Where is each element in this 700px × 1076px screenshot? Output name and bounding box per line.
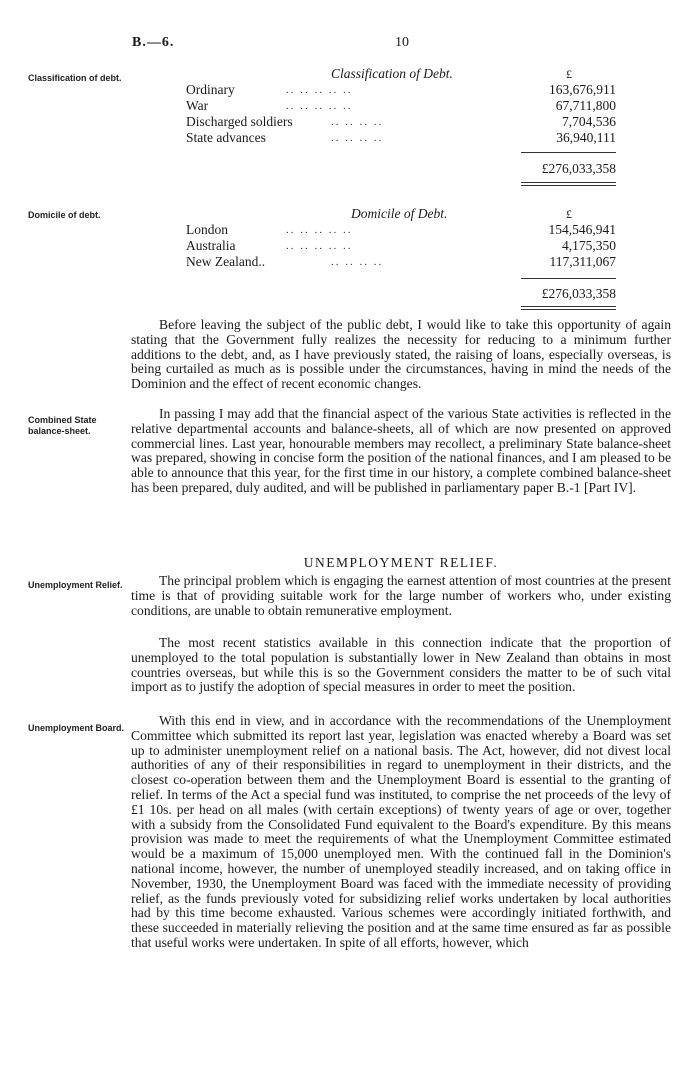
- margin-note-combined: Combined State balance-sheet.: [28, 415, 97, 436]
- classification-currency: £: [566, 67, 572, 81]
- paragraph-public-debt: Before leaving the subject of the public debt, I would like to take this opportunity of again stating that the Government fully realizes the necessity for reducing to a minimum further additions to the debt, and, as I have previously stated, the raising of loans, especially overseas, is being curtailed as much as is possible under the circumstances, having in mind the needs of the Dominion and the effect of recent economic changes.: [131, 317, 671, 392]
- domicile-currency: £: [566, 207, 572, 221]
- paper-reference: B.—6.: [132, 35, 175, 50]
- row-leader: .. .. .. .. ..: [286, 100, 353, 112]
- row-label: Australia: [186, 238, 236, 253]
- subtotal-rule: [521, 152, 616, 153]
- paragraph-unemployment-board: With this end in view, and in accordance with the recommendations of the Unemployment Committee which submitted its report last year, legislation was enacted whereby a Board was set up to administer unemployment relief on a national basis. The Act, however, did not divest local authorities of any of their responsibilities in regard to unemployment in their districts, and the closest co-operation between them and the Unemployment Board is essential to the granting of relief. In terms of the Act a special fund was instituted, to comprise the net proceeds of the levy of £1 10s. per head on all males (with certain exceptions) of twenty years of age or over, together with a subsidy from the Consolidated Fund equivalent to the Board's expenditure. By this means provision was made to meet the requirements of what the Unemployment Committee estimated would be a maximum of 15,000 unemployed men. With the continued fall in the Dominion's national income, however, the number of unemployed steadily increased, and on taking office in November, 1930, the Unemployment Board was faced with the immediate necessity of providing relief, as the funds previously voted for subsidizing relief works undertaken by local authorities had by this time become exhausted. Various schemes were accordingly initiated forthwith, and these succeeded in materially relieving the position and at the same time ensured as far as possible that useful works were undertaken. In spite of all efforts, however, which: [131, 713, 671, 950]
- table-row: [186, 254, 616, 270]
- total-double-rule: [521, 185, 616, 186]
- table-row: [186, 130, 616, 146]
- table-row: [186, 114, 616, 130]
- classification-table: [186, 66, 616, 196]
- page-number: 10: [395, 35, 409, 50]
- row-leader: .. .. .. ..: [331, 132, 384, 144]
- paragraph-statistics: The most recent statistics available in this connection indicate that the proportion of unemployed to the total population is substantially lower in New Zealand than obtains in most countries overseas, but while this is so the Government considers the matter to be of such vital import as to justify the adoption of special measures in order to meet the position.: [131, 635, 671, 695]
- table-row: [186, 82, 616, 98]
- row-value: 163,676,911: [549, 82, 616, 97]
- paragraph-unemployment-problem: The principal problem which is engaging the earnest attention of most countries at the present time is that of providing suitable work for the large number of workers who, under existing conditions, are unable to obtain remunerative employment.: [131, 573, 671, 618]
- row-label: Discharged soldiers: [186, 114, 293, 129]
- domicile-title: Domicile of Debt.: [351, 206, 448, 221]
- section-heading-unemployment: UNEMPLOYMENT RELIEF.: [303, 555, 499, 570]
- domicile-table: [186, 206, 616, 316]
- row-label: State advances: [186, 130, 266, 145]
- row-leader: .. .. .. .. ..: [286, 240, 353, 252]
- total-double-rule: [521, 309, 616, 310]
- row-value: 154,546,941: [548, 222, 616, 237]
- row-leader: .. .. .. .. ..: [286, 84, 353, 96]
- paragraph-balance-sheet: In passing I may add that the financial aspect of the various State activities is reflected in the relative departmental accounts and balance-sheets, all of which are now presented on approved commercial lines. Last year, honourable members may recollect, a preliminary State balance-sheet was prepared, showing in concise form the position of the national finances, and I am pleased to be able to announce that this year, for the first time in our history, a complete combined balance-sheet has been prepared, duly audited, and will be published in parliamentary paper B.-1 [Part IV].: [131, 406, 671, 495]
- row-value: 7,704,536: [562, 114, 616, 129]
- row-value: 36,940,111: [556, 130, 616, 145]
- classification-total: £276,033,358: [541, 161, 616, 176]
- row-value: 67,711,800: [555, 98, 616, 113]
- row-value: 117,311,067: [549, 254, 616, 269]
- domicile-total: £276,033,358: [541, 286, 616, 301]
- row-value: 4,175,350: [562, 238, 616, 253]
- row-leader: .. .. .. .. ..: [286, 224, 353, 236]
- margin-note-unemployment-relief: Unemployment Relief.: [28, 580, 123, 590]
- total-rule: [521, 182, 616, 183]
- classification-title: Classification of Debt.: [331, 66, 453, 81]
- table-row: [186, 238, 616, 254]
- total-rule: [521, 306, 616, 307]
- row-leader: .. .. .. ..: [331, 116, 384, 128]
- margin-note-classification: Classification of debt.: [28, 73, 122, 83]
- margin-note-unemployment-board: Unemployment Board.: [28, 723, 125, 733]
- subtotal-rule: [521, 278, 616, 279]
- row-label: Ordinary: [186, 82, 235, 97]
- row-leader: .. .. .. ..: [331, 256, 384, 268]
- table-row: [186, 98, 616, 114]
- table-row: [186, 222, 616, 238]
- row-label: New Zealand..: [186, 254, 266, 269]
- margin-note-domicile: Domicile of debt.: [28, 210, 101, 220]
- row-label: London: [186, 222, 228, 237]
- row-label: War: [186, 98, 209, 113]
